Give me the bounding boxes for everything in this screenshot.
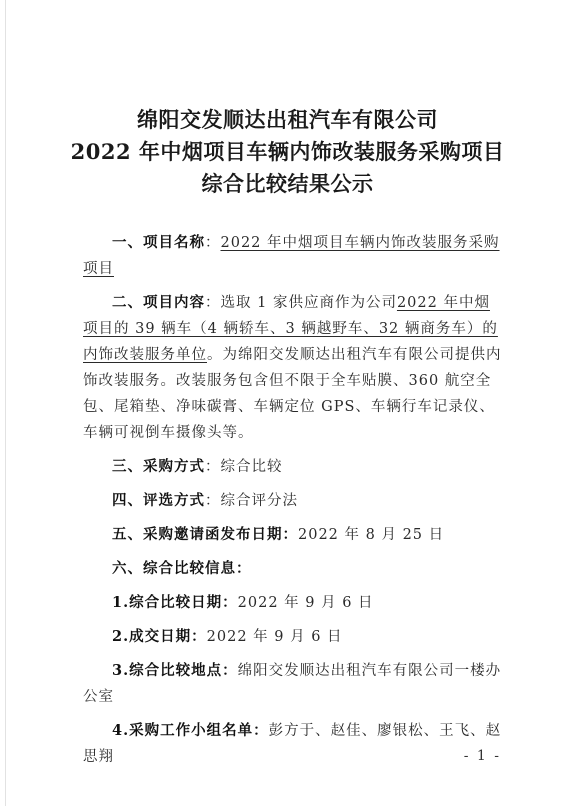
title-notice: 综合比较结果公示: [201, 171, 374, 196]
location-value: 绵阳交发顺达出租汽车有限公司一楼办公室: [83, 663, 502, 705]
team-value: 彭方于、赵佳、廖银松、王飞、赵思翔: [83, 723, 502, 765]
comparison-date-value: 2022 年 9 月 6 日: [237, 595, 374, 611]
invitation-date-value: 2022 年 8 月 25 日: [298, 527, 445, 543]
location-label: 3.综合比较地点: [112, 662, 223, 679]
section-evaluation-method: [83, 488, 503, 514]
procurement-method-label: 三、采购方式: [112, 458, 205, 475]
evaluation-method-value: 综合评分法: [220, 493, 298, 509]
project-content-sep: ：: [205, 295, 221, 311]
section-comparison-info: [83, 556, 503, 582]
document-title: [0, 104, 575, 200]
deal-date-value: 2022 年 9 月 6 日: [206, 629, 343, 645]
location-sep: ：: [222, 662, 238, 679]
section-invitation-date: [83, 522, 503, 548]
deal-date-label: 2.成交日期: [112, 628, 192, 645]
section-procurement-method: [83, 454, 503, 480]
project-content-label: 二、项目内容: [112, 294, 205, 311]
project-name-label: 一、项目名称: [112, 234, 205, 251]
procurement-method-value: 综合比较: [220, 459, 283, 475]
project-name-value: 2022 年中烟项目车辆内饰改装服务采购项目: [83, 235, 500, 277]
invitation-date-label: 五、采购邀请函发布日期: [112, 526, 283, 543]
evaluation-method-sep: ：: [205, 493, 221, 509]
document-body: [83, 230, 503, 770]
evaluation-method-label: 四、评选方式: [112, 492, 205, 509]
project-content-pre: 选取 1 家供应商作为公司: [220, 295, 397, 311]
comparison-date-sep: ：: [222, 594, 238, 611]
comparison-item-date: [83, 590, 503, 616]
project-content-underlined: 2022 年中烟项目的 39 辆车（4 辆轿车、3 辆越野车、32 辆商务车）的内饰改装服务单位: [83, 295, 498, 363]
invitation-date-sep: ：: [282, 526, 298, 543]
section-project-content: [83, 290, 503, 446]
team-sep: ：: [253, 722, 269, 739]
comparison-info-label: 六、综合比较信息: [112, 560, 236, 577]
procurement-method-sep: ：: [205, 459, 221, 475]
section-project-name: [83, 230, 503, 282]
comparison-item-location: [83, 658, 503, 710]
comparison-item-team: [83, 718, 503, 770]
title-company: 绵阳交发顺达出租汽车有限公司: [137, 107, 438, 132]
team-label: 4.采购工作小组名单: [112, 722, 254, 739]
deal-date-sep: ：: [191, 628, 207, 645]
project-content-post: 。为绵阳交发顺达出租汽车有限公司提供内饰改装服务。改装服务包含但不限于全车贴膜、360 航空全包、尾箱垫、净味碳膏、车辆定位 GPS、车辆行车记录仪、车辆可视倒车摄像头等。: [83, 347, 502, 441]
page-number: - 1 -: [463, 748, 501, 764]
comparison-info-sep: ：: [236, 560, 252, 577]
project-name-sep: ：: [205, 235, 221, 251]
comparison-date-label: 1.综合比较日期: [112, 594, 223, 611]
comparison-item-deal-date: [83, 624, 503, 650]
title-project: 2022 年中烟项目车辆内饰改装服务采购项目: [70, 139, 505, 164]
